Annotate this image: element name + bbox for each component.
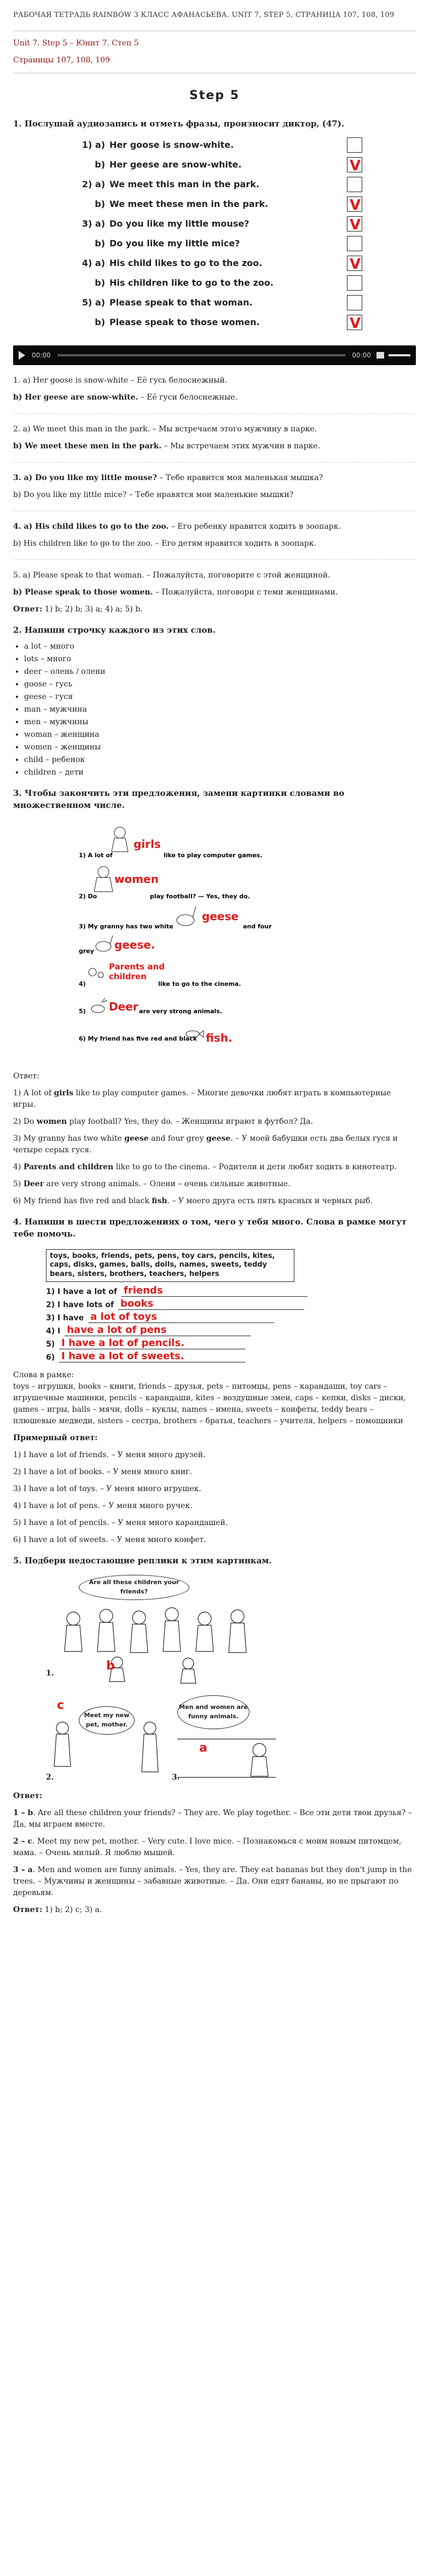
audio-duration: 00:00 bbox=[352, 351, 371, 359]
ex3-s3b: and four bbox=[243, 922, 272, 930]
checklist-number: 5) a) bbox=[82, 297, 105, 308]
list-item: • goose – гусь bbox=[24, 679, 416, 690]
translation-phrase: b) Her geese are snow-white. bbox=[13, 393, 138, 402]
exercise-4-samples bbox=[13, 1449, 416, 1546]
ex3-s6w: fish. bbox=[206, 1031, 233, 1044]
fill-prefix: 2) I have lots of bbox=[46, 1300, 114, 1309]
exercise-5-answers bbox=[13, 1807, 416, 1899]
checklist-row bbox=[67, 175, 362, 194]
translation-text: 2. a) We meet this man in the park. – Мы встречаем этого мужчину в парке. bbox=[13, 425, 317, 434]
checklist-number: b) bbox=[95, 317, 105, 327]
answer-text: play football? Yes, they do. – Женщины играют в футбол? Да. bbox=[67, 1117, 314, 1126]
translation-line bbox=[13, 441, 416, 452]
ex3-s3a: 3) My granny has two white bbox=[79, 922, 173, 930]
answer-word: women bbox=[36, 1117, 67, 1126]
list-item: • a lot – много bbox=[24, 641, 416, 652]
checkbox[interactable] bbox=[347, 177, 362, 192]
ex3-s6a: 6) My friend has five red and black bbox=[79, 1035, 198, 1042]
answer-line bbox=[13, 1807, 416, 1830]
check-mark: V bbox=[350, 197, 361, 213]
answer-line bbox=[13, 1116, 416, 1128]
translation-line bbox=[13, 392, 416, 403]
fill-line-row bbox=[46, 1285, 416, 1298]
answer-text: are very strong animals. – Олени – очень сильные животные. bbox=[44, 1179, 291, 1188]
sample-line: 6) I have a lot of sweets. – У меня много конфет. bbox=[13, 1535, 206, 1545]
picture-number-2: 2. bbox=[46, 1772, 54, 1782]
fill-answer: books bbox=[120, 1297, 154, 1309]
checklist-row bbox=[67, 135, 362, 155]
translation-line bbox=[13, 570, 416, 581]
breadcrumb-pages bbox=[13, 55, 416, 66]
fill-prefix: 6) bbox=[46, 1353, 55, 1362]
answer-word: Deer bbox=[23, 1179, 44, 1188]
checkbox[interactable] bbox=[347, 157, 362, 172]
fill-answer: a lot of toys bbox=[90, 1310, 157, 1322]
list-item: • man – мужчина bbox=[24, 704, 416, 715]
checklist-text: Do you like my little mouse? bbox=[109, 218, 250, 229]
answer-key: 2 – c bbox=[13, 1836, 33, 1846]
checklist-text: His child likes to go to the zoo. bbox=[109, 258, 263, 268]
ex3-s5a: 5) bbox=[79, 1007, 86, 1015]
fill-answer: friends bbox=[124, 1284, 163, 1296]
checklist-row bbox=[67, 234, 362, 253]
step-heading: Step 5 bbox=[189, 88, 240, 102]
translation-text: – Её гуси белоснежные. bbox=[138, 393, 237, 402]
answer-word: fish bbox=[152, 1196, 167, 1205]
answer-word: Parents and children bbox=[23, 1162, 114, 1171]
ex3-s5w: Deer bbox=[109, 1000, 138, 1013]
checkbox[interactable] bbox=[347, 275, 362, 291]
translation-line bbox=[13, 375, 416, 386]
answer-text: 3) My granny has two white bbox=[13, 1134, 125, 1143]
translation-text: 1. a) Her goose is snow-white – Её гусь белоснежный. bbox=[13, 376, 228, 385]
exercise-3-worksheet bbox=[62, 822, 347, 1052]
audio-player[interactable] bbox=[13, 345, 416, 365]
dashed-separator bbox=[13, 462, 416, 463]
fill-line-row bbox=[46, 1351, 416, 1364]
speech-bubble-2: Meet my new pet, mother. bbox=[79, 1706, 135, 1735]
checklist-number: 4) a) bbox=[82, 258, 105, 268]
answer-text: like to play computer games. – Многие девочки любят играть в компьютерные игры. bbox=[13, 1088, 391, 1109]
exercise-1-checklist bbox=[67, 135, 362, 332]
checkbox[interactable] bbox=[347, 216, 362, 232]
checkbox[interactable] bbox=[347, 256, 362, 271]
answer-text: and four grey bbox=[148, 1134, 206, 1143]
checklist-number: b) bbox=[95, 238, 105, 249]
list-item: • men – мужчины bbox=[24, 717, 416, 728]
answer-line bbox=[13, 1133, 416, 1156]
answer-text: . Men and women are funny animals. – Yes, they are. They eat bananas but they don't jump in the trees. – Мужчины и женщины – забавные животные. – Да. Они едят бананы, но не прыгают по деревьям. bbox=[13, 1865, 412, 1897]
exercise-3-title: 3. Чтобы закончить эти предложения, замени картинки словами во множественном числе. bbox=[13, 788, 345, 810]
checklist-number: 1) a) bbox=[82, 140, 105, 150]
ex3-s4b: like to go to the cinema. bbox=[158, 980, 241, 987]
children-group-icon bbox=[51, 1602, 270, 1684]
checklist-text: Do you like my little mice? bbox=[109, 238, 240, 249]
exercise-4-worksheet bbox=[46, 1249, 416, 1365]
fill-line bbox=[59, 1350, 245, 1362]
ex3-s3w2: geese. bbox=[114, 938, 155, 951]
answer-text: . Are all these children your friends? – They are. We play together. – Все эти дети твои друзья? – Да, мы играем вместе. bbox=[13, 1808, 412, 1829]
checklist-number: b) bbox=[95, 278, 105, 288]
fill-line bbox=[118, 1297, 304, 1310]
exercise-5-final-answer: Ответ: 1) b; 2) c; 3) a. bbox=[13, 1905, 102, 1914]
speech-bubble-3: Men and women are funny animals. bbox=[177, 1695, 250, 1729]
family-icon bbox=[89, 968, 103, 978]
ex3-s5b: are very strong animals. bbox=[139, 1007, 222, 1015]
word-box: toys, books, friends, pets, pens, toy cars, pencils, kites, caps, disks, games, balls, dolls, names, sweets, teddy bears, sisters, brothers, teachers, helpers bbox=[46, 1249, 294, 1283]
exercise-3-answer-label: Ответ: bbox=[13, 1071, 39, 1081]
sample-line: 5) I have a lot of pencils. – У меня много карандашей. bbox=[13, 1518, 228, 1528]
checkbox[interactable] bbox=[347, 197, 362, 212]
checklist-number: b) bbox=[95, 159, 105, 170]
exercise-5-answer-label: Ответ: bbox=[13, 1791, 43, 1800]
translation-phrase: 3. a) Do you like my little mouse? bbox=[13, 473, 157, 482]
exercise-2-word-list bbox=[24, 641, 416, 778]
breadcrumb-link-pages[interactable]: Страницы 107, 108, 109 bbox=[13, 55, 110, 65]
list-item: • women – женщины bbox=[24, 742, 416, 753]
answer-line bbox=[13, 1162, 416, 1173]
checklist-row bbox=[67, 273, 362, 293]
checkbox[interactable] bbox=[347, 236, 362, 251]
exercise-4-words: Слова в рамке: toys – игрушки, books – книги, friends – друзья, pets – питомцы, pens – карандаши, toy cars – игрушечные машинки, pencils – карандаши, kites – воздушные змеи, caps – кепки, disks – диски, games – игры, balls – мячи, dolls – куклы, names – имена, sweets – конфеты, teddy bears – плюшевые медведи, sisters – сестра, brothers – братья, teachers – учителя, helpers – помощники bbox=[13, 1371, 406, 1426]
fill-answer: have a lot of pens bbox=[67, 1324, 167, 1336]
checklist-text: Please speak to those women. bbox=[109, 317, 260, 327]
ex3-s3c: grey bbox=[79, 947, 94, 955]
list-item: • lots – много bbox=[24, 654, 416, 665]
answer-text: . Meet my new pet, mother. – Very cute. I love mice. – Познакомься с моим новым питомцем, мама. – Очень милый. Я люблю мышей. bbox=[13, 1836, 402, 1857]
dashed-separator bbox=[13, 413, 416, 414]
answer-line bbox=[13, 1864, 416, 1899]
fill-line bbox=[65, 1324, 251, 1336]
picture-number-3: 3. bbox=[172, 1772, 180, 1782]
ex3-s1a: 1) A lot of bbox=[79, 851, 113, 859]
answer-word: geese bbox=[124, 1134, 149, 1143]
volume-slider[interactable] bbox=[389, 354, 410, 356]
translation-line bbox=[13, 587, 416, 598]
ex3-s4w-2: children bbox=[109, 971, 147, 981]
page-title: РАБОЧАЯ ТЕТРАДЬ RAINBOW 3 КЛАСС АФАНАСЬЕВА. UNIT 7, STEP 5, СТРАНИЦА 107, 108, 109 bbox=[13, 11, 395, 19]
list-item: • woman – женщина bbox=[24, 729, 416, 741]
translation-text: b) His children like to go to the zoo. – Его детям нравится ходить в зоопарк. bbox=[13, 539, 316, 548]
translation-line bbox=[13, 424, 416, 435]
check-mark: V bbox=[350, 315, 361, 332]
ex3-s2a: 2) Do bbox=[79, 892, 97, 900]
exercise-5-title: 5. Подбери недостающие реплики к этим картинкам. bbox=[13, 1556, 272, 1566]
fill-line bbox=[59, 1337, 245, 1349]
ex3-s3w: geese bbox=[202, 909, 239, 923]
girl-icon bbox=[112, 827, 128, 852]
checklist-text: Her goose is snow-white. bbox=[109, 140, 234, 150]
answer-letter-a: a bbox=[199, 1741, 207, 1755]
checklist-text: Please speak to that woman. bbox=[109, 297, 253, 308]
check-mark: V bbox=[350, 217, 361, 233]
answer-text: 5) bbox=[13, 1179, 24, 1188]
answer-key: 3 – a bbox=[13, 1865, 33, 1874]
list-item: • deer – олень / олени bbox=[24, 666, 416, 678]
exercise-2-title: 2. Напиши строчку каждого из этих слов. bbox=[13, 625, 216, 635]
translation-line bbox=[13, 472, 416, 484]
speech-bubble-1: Are all these children your friends? bbox=[79, 1575, 189, 1600]
fill-answer: I have a lot of sweets. bbox=[61, 1350, 184, 1362]
volume-icon[interactable] bbox=[376, 352, 384, 359]
checklist-row bbox=[67, 155, 362, 175]
ex3-s2b: play football? — Yes, they do. bbox=[150, 892, 250, 900]
answer-text: 6) My friend has five red and black bbox=[13, 1196, 152, 1205]
translation-phrase: 4. a) His child likes to go to the zoo. bbox=[13, 522, 169, 531]
checkbox[interactable] bbox=[347, 137, 362, 153]
translation-line bbox=[13, 538, 416, 550]
checklist-number: 3) a) bbox=[82, 218, 105, 229]
fill-prefix: 1) I have a lot of bbox=[46, 1287, 118, 1296]
ex3-s2w: women bbox=[114, 872, 159, 886]
checklist-text: His children like to go to the zoo. bbox=[109, 278, 274, 288]
answer-text: 2) Do bbox=[13, 1117, 37, 1126]
checklist-number: 2) a) bbox=[82, 179, 105, 189]
answer-line bbox=[13, 1179, 416, 1190]
checkbox[interactable] bbox=[347, 295, 362, 310]
answer-letter-b: b bbox=[106, 1659, 115, 1673]
fill-line bbox=[88, 1310, 274, 1323]
checklist-text: We meet this man in the park. bbox=[109, 179, 259, 189]
answer-line bbox=[13, 1836, 416, 1859]
list-item: • child – ребенок bbox=[24, 754, 416, 766]
answer-key: 1 – b bbox=[13, 1808, 33, 1817]
dashed-separator bbox=[13, 559, 416, 560]
fill-line bbox=[121, 1284, 308, 1297]
answer-word: girls bbox=[54, 1088, 74, 1098]
translation-phrase: b) We meet these men in the park. bbox=[13, 442, 162, 450]
goose-icon bbox=[96, 935, 113, 951]
checklist-text: Her geese are snow-white. bbox=[109, 159, 242, 170]
translation-text: b) Do you like my little mice? – Тебе нравятся мои маленькие мышки? bbox=[13, 490, 294, 499]
fill-prefix: 5) bbox=[46, 1339, 55, 1349]
answer-text: like to go to the cinema. – Родители и дети любят ходить в кинотеатр. bbox=[113, 1162, 397, 1171]
checklist-row bbox=[67, 293, 362, 313]
breadcrumb-link-unit[interactable]: Unit 7. Step 5 – Юнит 7. Степ 5 bbox=[13, 38, 139, 48]
list-item: • geese – гуся bbox=[24, 691, 416, 703]
checkbox[interactable] bbox=[347, 315, 362, 330]
exercise-1-title: 1. Послушай аудиозапись и отметь фразы, произносит диктор, (47). bbox=[13, 118, 345, 129]
sample-line: 4) I have a lot of pens. – У меня много ручек. bbox=[13, 1501, 193, 1511]
picture-number-1: 1. bbox=[46, 1668, 54, 1678]
exercise-4-fill-lines bbox=[46, 1285, 416, 1364]
sample-line: 2) I have a lot of books. – У меня много книг. bbox=[13, 1468, 192, 1477]
translation-text: – Мы встречаем этих мужчин в парке. bbox=[161, 442, 321, 450]
goose-icon bbox=[177, 906, 196, 926]
fill-prefix: 3) I have bbox=[46, 1313, 84, 1322]
translation-line bbox=[13, 489, 416, 501]
list-item: • children – дети bbox=[24, 767, 416, 778]
mother-and-monkeys-icon bbox=[51, 1706, 281, 1783]
deer-icon bbox=[91, 998, 107, 1013]
translation-text: – Его ребенку нравится ходить в зоопарк. bbox=[169, 522, 341, 531]
exercise-1-answer: Ответ: 1) b; 2) b; 3) a; 4) a; 5) b. bbox=[13, 605, 143, 614]
woman-icon bbox=[94, 867, 113, 892]
translation-line bbox=[13, 521, 416, 533]
sample-line: 1) I have a lot of friends. – У меня много друзей. bbox=[13, 1451, 206, 1460]
translation-phrase: b) Please speak to those women. bbox=[13, 588, 153, 597]
fill-prefix: 4) I bbox=[46, 1326, 61, 1336]
ex3-s4a: 4) bbox=[79, 980, 86, 987]
play-icon[interactable] bbox=[19, 351, 25, 360]
translation-text: – Тебе нравится моя маленькая мышка? bbox=[156, 473, 323, 482]
ex3-s1b: like to play computer games. bbox=[164, 851, 263, 859]
breadcrumb bbox=[13, 38, 416, 49]
checklist-number: b) bbox=[95, 199, 105, 209]
sample-line: 3) I have a lot of toys. – У меня много игрушек. bbox=[13, 1485, 201, 1494]
fill-answer: I have a lot of pencils. bbox=[61, 1337, 185, 1349]
checklist-row bbox=[67, 194, 362, 214]
checklist-row bbox=[67, 214, 362, 234]
check-mark: V bbox=[350, 158, 361, 174]
exercise-1-translations bbox=[13, 375, 416, 598]
ex3-s4w-1: Parents and bbox=[109, 961, 165, 972]
exercise-4-sample-label: Примерный ответ: bbox=[13, 1434, 98, 1443]
answer-text: . – У моего друга есть пять красных и черных рыб. bbox=[167, 1196, 373, 1205]
answer-text: . – У моей бабушки есть два белых гуся и четыре серых гуся. bbox=[13, 1134, 398, 1154]
checklist-row bbox=[67, 313, 362, 332]
exercise-3-answers bbox=[13, 1088, 416, 1207]
exercise-4-title: 4. Напиши в шести предложениях о том, чего у тебя много. Слова в рамке могут тебе помочь. bbox=[13, 1216, 407, 1239]
answer-text: 4) bbox=[13, 1162, 24, 1171]
translation-text: 5. a) Please speak to that woman. – Пожалуйста, поговорите с этой женщиной. bbox=[13, 571, 331, 580]
audio-current-time: 00:00 bbox=[32, 351, 51, 359]
check-mark: V bbox=[350, 256, 361, 273]
answer-line bbox=[13, 1088, 416, 1111]
audio-progress-bar[interactable] bbox=[57, 354, 346, 356]
checklist-text: We meet these men in the park. bbox=[109, 199, 269, 209]
translation-text: – Пожалуйста, поговори с теми женщинами. bbox=[153, 588, 338, 597]
answer-letter-c: c bbox=[57, 1698, 65, 1712]
ex3-s1w: girls bbox=[134, 837, 161, 851]
answer-line bbox=[13, 1195, 416, 1207]
exercise-5-cartoon bbox=[46, 1575, 287, 1783]
answer-text: 1) A lot of bbox=[13, 1088, 54, 1098]
checklist-row bbox=[67, 253, 362, 273]
answer-word: geese bbox=[206, 1134, 231, 1143]
